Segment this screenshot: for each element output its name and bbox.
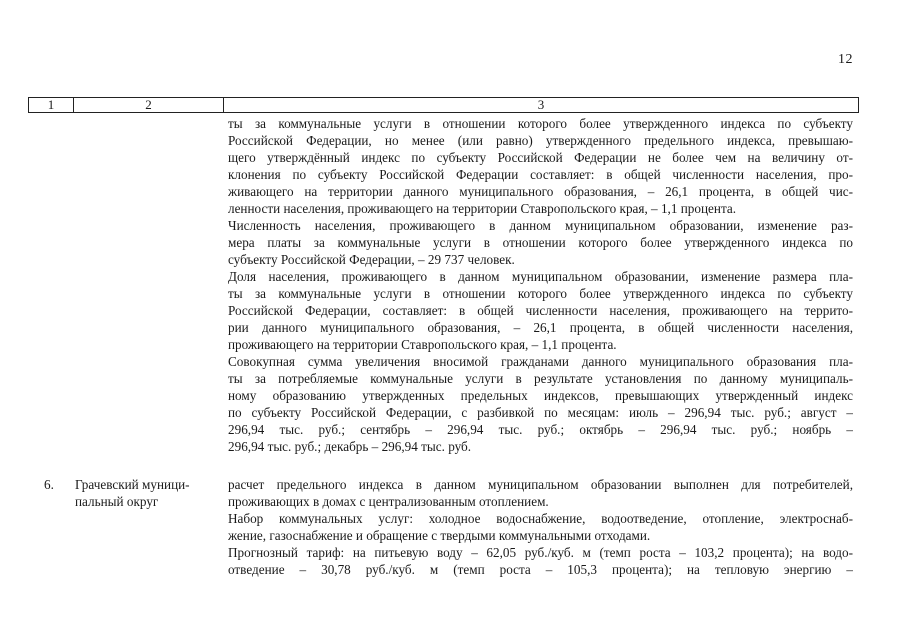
paragraph-population-share [228, 268, 853, 353]
table-header-row [28, 97, 859, 113]
paragraph-population-count [228, 217, 853, 268]
text-line: проживающего на территории Ставропольского края, – 1,1 процента. [228, 337, 617, 352]
text-line: Прогнозный тариф: на питьевую воду – 62,05 руб./куб. м (темп роста – 103,2 процента); на водо- [228, 545, 853, 560]
text-line: ты за коммунальные услуги в отношении которого более утвержденного индекса по субъекту [228, 116, 853, 131]
text-line: Российской Федерации, составляет: в общей численности населения, проживающего на террито- [228, 303, 853, 318]
row-number: 6. [44, 477, 54, 492]
paragraph-total-increase [228, 353, 853, 455]
text-line: мера платы за коммунальные услуги в отношении которого более утвержденного индекса по [228, 235, 853, 250]
text-line: жение, газоснабжение и обращение с твердыми коммунальными отходами. [228, 528, 651, 543]
text-line: щего утверждённый индекс по субъекту Российской Федерации не более чем на величину от- [228, 150, 853, 165]
text-line: проживающих в домах с централизованным отоплением. [228, 494, 549, 509]
text-line: живающего на территории данного муниципального образования, – 26,1 процента, в общей чис- [228, 184, 853, 199]
paragraph-calculation-basis [228, 476, 853, 510]
text-line: рии данного муниципального образования, – 26,1 процента, в общей численности населения, [228, 320, 853, 335]
text-line: отведение – 30,78 руб./куб. м (темп роста – 105,3 процента); на тепловую энергию – [228, 562, 853, 577]
paragraph-services-set [228, 510, 853, 544]
header-cell-2: 2 [74, 98, 224, 112]
paragraph-forecast-tariff [228, 544, 853, 578]
text-line: по субъекту Российской Федерации, с разбивкой по месяцам: июль – 296,94 тыс. руб.; август – [228, 405, 853, 420]
header-cell-3: 3 [537, 97, 545, 112]
text-line: пальный округ [75, 494, 159, 509]
page-number: 12 [838, 52, 853, 67]
text-line: Грачевский муници- [75, 477, 190, 492]
text-line: Доля населения, проживающего в данном муниципальном образовании, изменение размера пла- [228, 269, 853, 284]
text-line: Совокупная сумма увеличения вносимой гражданами данного муниципального образования пла- [228, 354, 853, 369]
text-line: расчет предельного индекса в данном муниципальном образовании выполнен для потребителей, [228, 477, 853, 492]
paragraph-continuation-1 [228, 115, 853, 217]
text-line: ленности населения, проживающего на территории Ставропольского края, – 1,1 процента. [228, 201, 737, 216]
text-line: Набор коммунальных услуг: холодное водоснабжение, водоотведение, отопление, электроснаб- [228, 511, 853, 526]
municipality-name [75, 476, 220, 510]
text-line: Российской Федерации, но менее (или равно) утвержденного предельного индекса, превышаю- [228, 133, 853, 148]
text-line: ты за коммунальные услуги в отношении которого более утвержденного индекса по субъекту [228, 286, 853, 301]
text-line: субъекту Российской Федерации, – 29 737 человек. [228, 252, 515, 267]
text-line: 296,94 тыс. руб.; сентябрь – 296,94 тыс. руб.; октябрь – 296,94 тыс. руб.; ноябрь – [228, 422, 853, 437]
text-line: 296,94 тыс. руб.; декабрь – 296,94 тыс. руб. [228, 439, 472, 454]
text-line: ному образованию утвержденных предельных индексов, превышающих утвержденный индекс [228, 388, 853, 403]
header-cell-1: 1 [29, 98, 74, 112]
text-line: клонения по субъекту Российской Федерации составляет: в общей численности населения, про- [228, 167, 853, 182]
text-line: ты за потребляемые коммунальные услуги в результате установления по данному муниципаль- [228, 371, 853, 386]
text-line: Численность населения, проживающего в данном муниципальном образовании, изменение раз- [228, 218, 853, 233]
